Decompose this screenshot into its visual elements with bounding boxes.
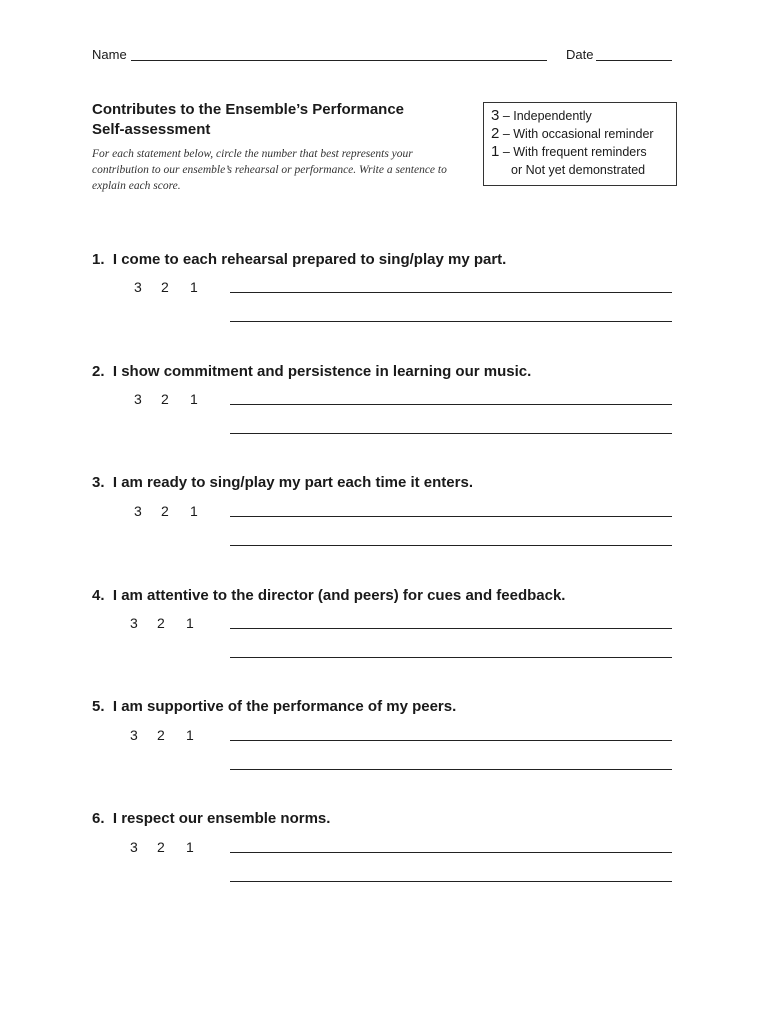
question-1: 1. I come to each rehearsal prepared to sing/play my part. (92, 251, 507, 268)
answer-line[interactable] (230, 852, 672, 853)
answer-line[interactable] (230, 881, 672, 882)
question-2: 2. I show commitment and persistence in learning our music. (92, 363, 532, 380)
rating-3[interactable]: 3 (130, 727, 138, 743)
rating-scale-6[interactable] (130, 839, 194, 855)
answer-line[interactable] (230, 516, 672, 517)
answer-line[interactable] (230, 740, 672, 741)
rating-2[interactable]: 2 (157, 615, 165, 631)
rating-scale-5[interactable] (130, 727, 194, 743)
rating-1[interactable]: 1 (186, 727, 194, 743)
question-4: 4. I am attentive to the director (and peers) for cues and feedback. (92, 587, 566, 604)
instructions: For each statement below, circle the number that best represents your contribution to our ensemble’s rehearsal or performance. Write a sentence to explain each score. (92, 148, 447, 192)
answer-line[interactable] (230, 404, 672, 405)
rating-1[interactable]: 1 (190, 503, 198, 519)
rating-scale-4[interactable] (130, 615, 194, 631)
rating-2[interactable]: 2 (161, 391, 169, 407)
key-item-1-continuation: or Not yet demonstrated (511, 163, 646, 177)
answer-line[interactable] (230, 657, 672, 658)
title-line-2: Self-assessment (92, 121, 211, 138)
rating-key (483, 102, 677, 186)
rating-2[interactable]: 2 (161, 503, 169, 519)
date-label: Date (566, 47, 594, 62)
rating-1[interactable]: 1 (190, 391, 198, 407)
question-3: 3. I am ready to sing/play my part each time it enters. (92, 474, 473, 491)
rating-scale-2[interactable] (134, 391, 198, 407)
rating-2[interactable]: 2 (157, 839, 165, 855)
key-item-2: 2 – With occasional reminder (491, 125, 654, 142)
rating-1[interactable]: 1 (190, 279, 198, 295)
rating-3[interactable]: 3 (134, 503, 142, 519)
rating-3[interactable]: 3 (134, 279, 142, 295)
answer-line[interactable] (230, 545, 672, 546)
title-line-1: Contributes to the Ensemble’s Performance (92, 101, 405, 118)
rating-3[interactable]: 3 (130, 615, 138, 631)
key-item-1: 1 – With frequent reminders (491, 143, 647, 160)
page-title (92, 100, 404, 140)
rating-2[interactable]: 2 (161, 279, 169, 295)
rating-2[interactable]: 2 (157, 727, 165, 743)
name-field[interactable] (131, 60, 547, 61)
answer-line[interactable] (230, 321, 672, 322)
question-5: 5. I am supportive of the performance of my peers. (92, 698, 457, 715)
rating-3[interactable]: 3 (134, 391, 142, 407)
answer-line[interactable] (230, 292, 672, 293)
answer-line[interactable] (230, 769, 672, 770)
rating-1[interactable]: 1 (186, 839, 194, 855)
rating-scale-1[interactable] (134, 279, 198, 295)
question-6: 6. I respect our ensemble norms. (92, 810, 331, 827)
name-label: Name (92, 47, 127, 62)
answer-line[interactable] (230, 628, 672, 629)
rating-3[interactable]: 3 (130, 839, 138, 855)
date-field[interactable] (596, 60, 672, 61)
answer-line[interactable] (230, 433, 672, 434)
rating-scale-3[interactable] (134, 503, 198, 519)
rating-1[interactable]: 1 (186, 615, 194, 631)
key-item-3: 3 – Independently (491, 107, 592, 124)
